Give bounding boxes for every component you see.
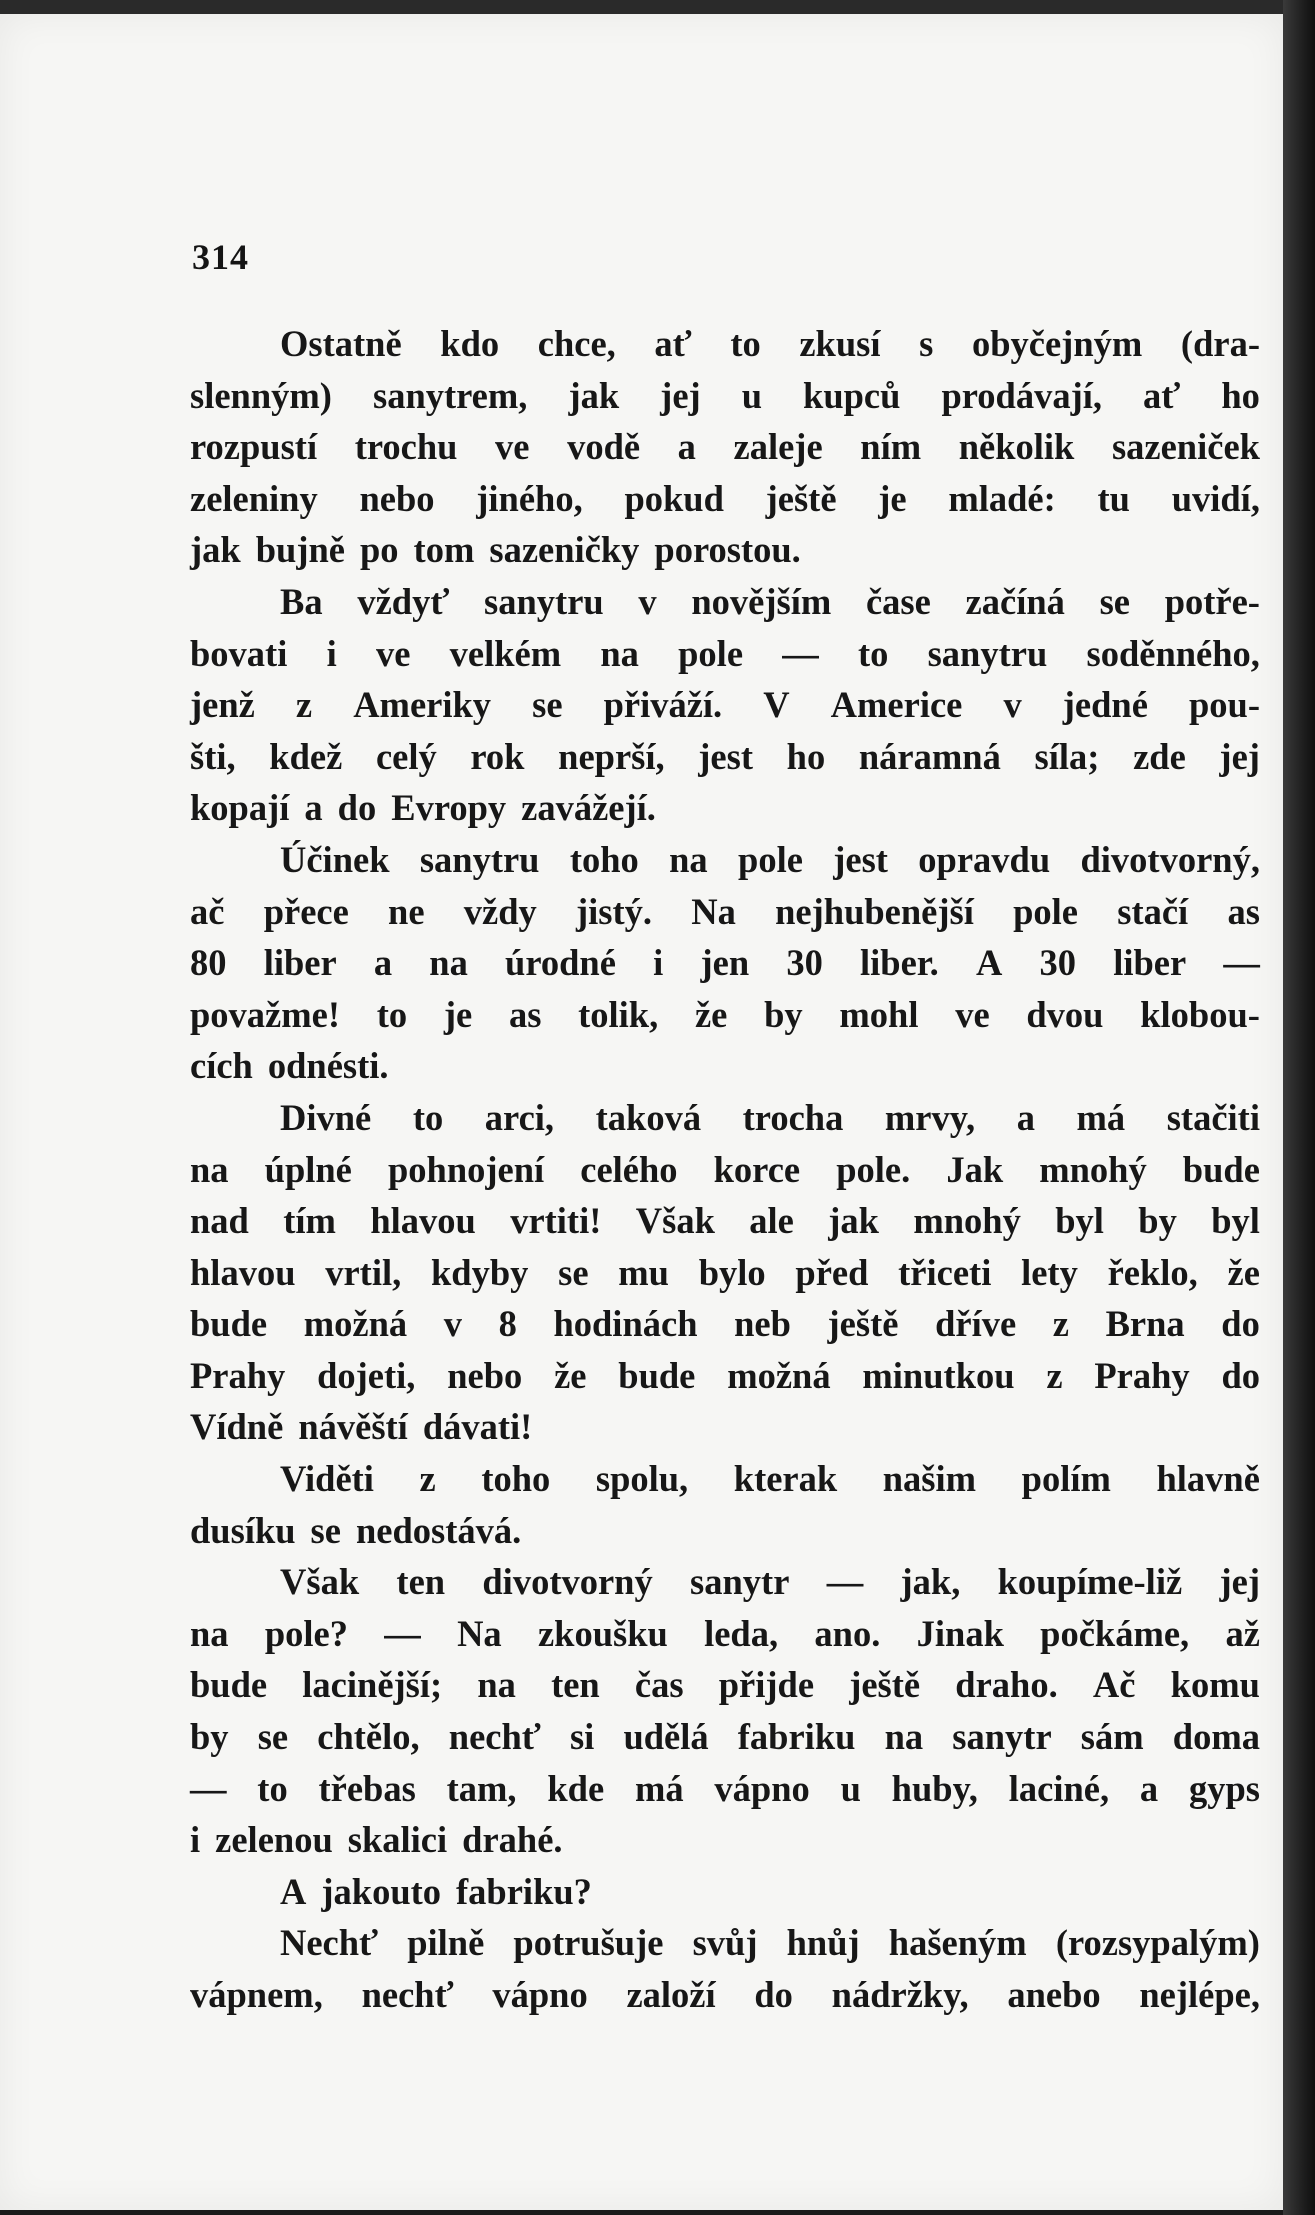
text-line: Ostatně kdo chce, ať to zkusí s obyčejným (dra- (280, 323, 1260, 364)
text-line: Účinek sanytru toho na pole jest opravdu divotvorný, (280, 838, 1260, 880)
top-scan-edge (0, 0, 1315, 14)
text-line: A jakouto fabriku? (280, 1870, 592, 1912)
text-line: slenným) sanytrem, jak jej u kupců prodávají, ať ho (190, 374, 1260, 416)
text-line: Ba vždyť sanytru v novějším čase začíná se potře- (280, 580, 1260, 622)
page-number: 314 (192, 237, 249, 277)
text-line: považme! to je as tolik, že by mohl ve dvou klobou- (190, 993, 1260, 1035)
text-line: nad tím hlavou vrtiti! Však ale jak mnohý byl by byl (190, 1200, 1260, 1242)
text-line: — to třebas tam, kde má vápno u huby, laciné, a gyps (190, 1767, 1260, 1809)
text-line: jak bujně po tom sazeničky porostou. (190, 529, 801, 571)
text-line: cích odnésti. (190, 1045, 389, 1087)
text-line: Prahy dojeti, nebo že bude možná minutkou z Prahy do (190, 1354, 1260, 1396)
text-line: bovati i ve velkém na pole — to sanytru soděnného, (190, 632, 1260, 674)
text-line: zeleniny nebo jiného, pokud ještě je mladé: tu uvidí, (190, 477, 1260, 519)
right-scan-edge (1283, 0, 1315, 2215)
text-line: jenž z Ameriky se přiváží. V Americe v jedné pou- (190, 684, 1260, 726)
text-line: bude možná v 8 hodinách neb ještě dříve z Brna do (190, 1303, 1260, 1345)
text-line: 80 liber a na úrodné i jen 30 liber. A 30 liber — (190, 942, 1260, 984)
text-line: i zelenou skalici drahé. (190, 1819, 563, 1861)
text-line: na pole? — Na zkoušku leda, ano. Jinak počkáme, až (190, 1612, 1260, 1654)
text-line: kopají a do Evropy zavážejí. (190, 787, 656, 829)
text-line: Divné to arci, taková trocha mrvy, a má stačiti (280, 1096, 1260, 1138)
text-line: rozpustí trochu ve vodě a zaleje ním několik sazeniček (190, 426, 1260, 468)
body-text (190, 318, 1260, 2021)
text-line: ač přece ne vždy jistý. Na nejhubenější pole stačí as (190, 890, 1260, 932)
text-line: Však ten divotvorný sanytr — jak, koupíme-liž jej (280, 1561, 1260, 1603)
text-line: Vídně návěští dávati! (190, 1406, 533, 1448)
text-line: šti, kdež celý rok neprší, jest ho náramná síla; zde jej (190, 735, 1260, 777)
text-line: Nechť pilně potrušuje svůj hnůj hašeným (rozsypalým) (280, 1922, 1260, 1964)
text-line: na úplné pohnojení celého korce pole. Jak mnohý bude (190, 1148, 1260, 1190)
text-line: bude lacinější; na ten čas přijde ještě draho. Ač komu (190, 1664, 1260, 1706)
text-line: by se chtělo, nechť si udělá fabriku na sanytr sám doma (190, 1716, 1260, 1758)
text-line: Viděti z toho spolu, kterak našim polím hlavně (280, 1458, 1260, 1500)
text-line: dusíku se nedostává. (190, 1509, 522, 1551)
text-line: hlavou vrtil, kdyby se mu bylo před třiceti lety řeklo, že (190, 1251, 1260, 1293)
text-line: vápnem, nechť vápno založí do nádržky, anebo nejlépe, (190, 1974, 1260, 2015)
